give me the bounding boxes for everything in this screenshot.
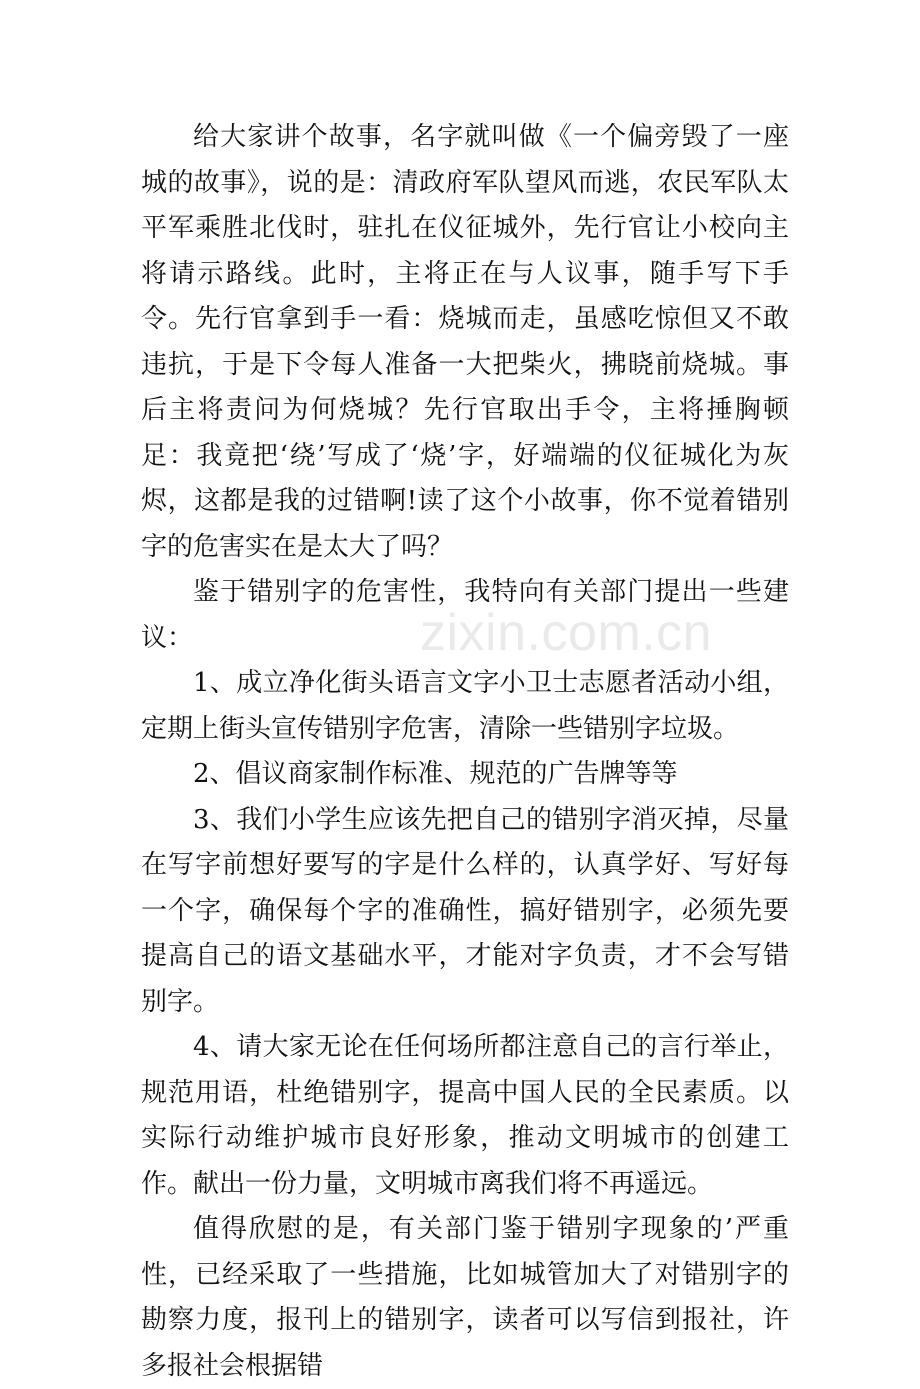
paragraph-suggestion-3: 3、我们小学生应该先把自己的错别字消灭掉，尽量在写字前想好要写的字是什么样的，认真学好、写好每一个字，确保每个字的准确性，搞好错别字，必须先要提高自己的语文基础水平，才能对字负责，才不会写错别字。 <box>141 804 789 1017</box>
watermark-text: zixin.com.cn <box>420 604 713 662</box>
document-body <box>141 115 789 1389</box>
paragraph-story: 给大家讲个故事，名字就叫做《一个偏旁毁了一座城的故事》，说的是：清政府军队望风而逃，农民军队太平军乘胜北伐时，驻扎在仪征城外，先行官让小校向主将请示路线。此时，主将正在与人议事，随手写下手令。先行官拿到手一看：烧城而走，虽感吃惊但又不敢违抗，于是下令每人准备一大把柴火，拂晓前烧城。事后主将责问为何烧城？先行官取出手令，主将捶胸顿足：我竟把‘绕’写成了‘烧’字，好端端的仪征城化为灰烬，这都是我的过错啊!读了这个小故事，你不觉着错别字的危害实在是太大了吗？ <box>141 122 789 562</box>
paragraph-suggestion-2: 2、倡议商家制作标准、规范的广告牌等等 <box>193 759 678 789</box>
paragraph-suggestion-1: 1、成立净化街头语言文字小卫士志愿者活动小组，定期上街头宣传错别字危害，清除一些错别字垃圾。 <box>141 668 789 744</box>
paragraph-suggestions-intro: 鉴于错别字的危害性，我特向有关部门提出一些建议： <box>141 577 789 653</box>
paragraph-closing: 值得欣慰的是，有关部门鉴于错别字现象的’严重性，已经采取了一些措施，比如城管加大了对错别字的勘察力度，报刊上的错别字，读者可以写信到报社，许多报社会根据错 <box>141 1214 789 1381</box>
paragraph-suggestion-4: 4、请大家无论在任何场所都注意自己的言行举止，规范用语，杜绝错别字，提高中国人民的全民素质。以实际行动维护城市良好形象，推动文明城市的创建工作。献出一份力量，文明城市离我们将不再遥远。 <box>141 1032 789 1199</box>
